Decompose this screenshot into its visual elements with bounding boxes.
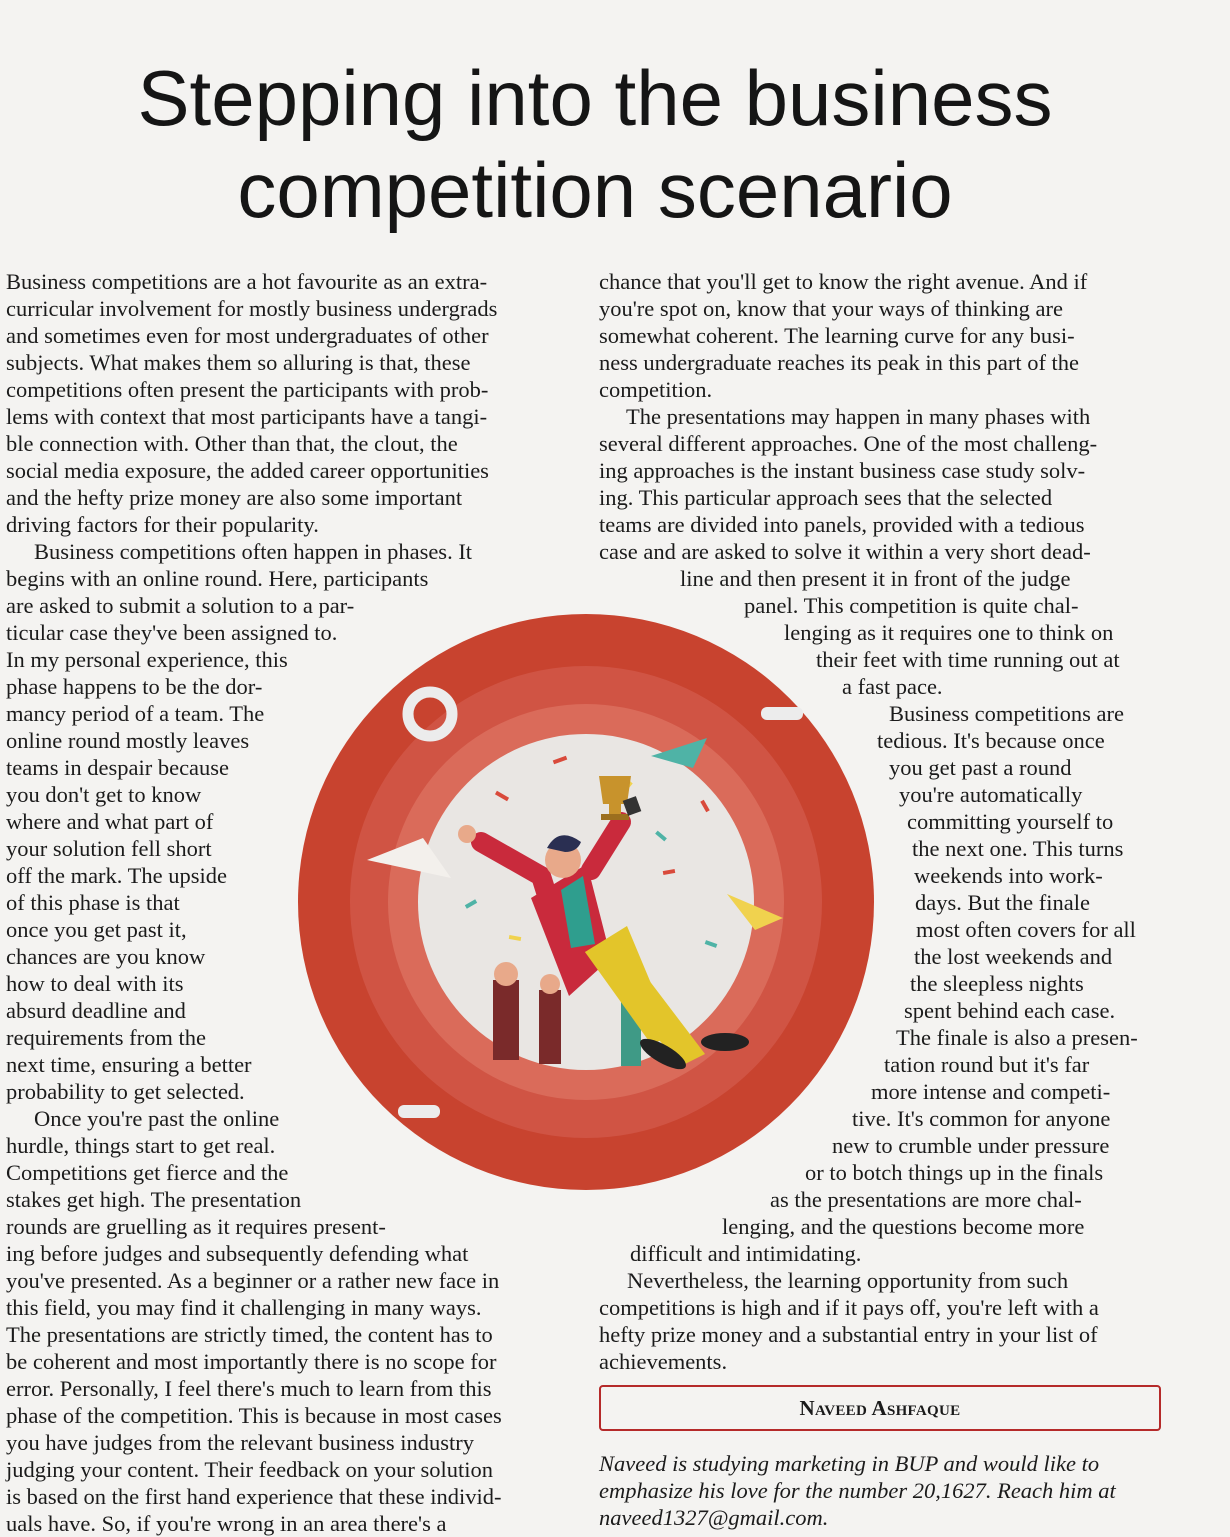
right-column-line: you're automatically xyxy=(899,782,1083,807)
left-column-line: In my personal experience, this xyxy=(6,647,288,672)
left-column-line: ing before judges and subsequently defending what xyxy=(6,1241,469,1266)
left-column-line: off the mark. The upside xyxy=(6,863,227,888)
left-column-line: you don't get to know xyxy=(6,782,202,807)
left-column-line: begins with an online round. Here, participants xyxy=(6,566,429,591)
right-column-line: line and then present it in front of the judge xyxy=(680,566,1071,591)
left-column-line: your solution fell short xyxy=(6,836,212,861)
celebration-illustration xyxy=(295,608,877,1196)
right-column-line: somewhat coherent. The learning curve for any busi- xyxy=(599,323,1075,348)
right-column-line: Nevertheless, the learning opportunity from such xyxy=(627,1268,1069,1293)
left-column-line: next time, ensuring a better xyxy=(6,1052,252,1077)
author-bio-line: naveed1327@gmail.com. xyxy=(599,1505,829,1530)
author-name: Naveed Ashfaque xyxy=(799,1395,961,1420)
left-column-line: of this phase is that xyxy=(6,890,180,915)
left-column-line: lems with context that most participants have a tangi- xyxy=(6,404,488,429)
left-column-line: ble connection with. Other than that, the clout, the xyxy=(6,431,458,456)
dash-right-icon xyxy=(761,707,803,720)
headline-line-1: Stepping into the business xyxy=(137,54,1053,142)
right-column-line: days. But the finale xyxy=(915,890,1090,915)
right-column-line: Business competitions are xyxy=(889,701,1124,726)
left-column-line: hurdle, things start to get real. xyxy=(6,1133,276,1158)
right-column-line: achievements. xyxy=(599,1349,728,1374)
left-column-line: subjects. What makes them so alluring is that, these xyxy=(6,350,471,375)
dash-left-icon xyxy=(398,1105,440,1118)
right-column-line: the next one. This turns xyxy=(912,836,1124,861)
right-column-line: tedious. It's because once xyxy=(877,728,1105,753)
left-column-line: and sometimes even for most undergraduates of other xyxy=(6,323,489,348)
right-column-line: new to crumble under pressure xyxy=(832,1133,1110,1158)
right-column-line: The finale is also a presen- xyxy=(896,1025,1138,1050)
left-column-line: social media exposure, the added career opportunities xyxy=(6,458,489,483)
left-column-line: you have judges from the relevant business industry xyxy=(6,1430,475,1455)
author-bio-line: Naveed is studying marketing in BUP and would like to xyxy=(599,1451,1100,1476)
right-column-line: a fast pace. xyxy=(842,674,943,699)
left-column-line: this field, you may find it challenging in many ways. xyxy=(6,1295,482,1320)
right-column-line: most often covers for all xyxy=(916,917,1136,942)
left-column-line: once you get past it, xyxy=(6,917,187,942)
right-column-line: the lost weekends and xyxy=(914,944,1113,969)
right-column-line: you're spot on, know that your ways of thinking are xyxy=(599,296,1063,321)
left-column-line: competitions often present the participants with prob- xyxy=(6,377,489,402)
right-column-line: teams are divided into panels, provided with a tedious xyxy=(599,512,1085,537)
right-column-line: committing yourself to xyxy=(907,809,1114,834)
left-column-line: driving factors for their popularity. xyxy=(6,512,319,537)
left-column-line: Business competitions often happen in phases. It xyxy=(34,539,473,564)
right-column-line: tive. It's common for anyone xyxy=(852,1106,1111,1131)
right-column-line: ness undergraduate reaches its peak in this part of the xyxy=(599,350,1080,375)
article-headline xyxy=(20,52,1170,236)
left-column-line: teams in despair because xyxy=(6,755,230,780)
right-column-line: lenging as it requires one to think on xyxy=(784,620,1114,645)
right-column-line: tation round but it's far xyxy=(884,1052,1090,1077)
left-column-line: where and what part of xyxy=(6,809,214,834)
left-column-line: phase of the competition. This is because in most cases xyxy=(6,1403,502,1428)
right-column-line: several different approaches. One of the most challeng- xyxy=(599,431,1098,456)
left-column-line: ticular case they've been assigned to. xyxy=(6,620,338,645)
left-column-line: requirements from the xyxy=(6,1025,206,1050)
left-column-line: error. Personally, I feel there's much to learn from this xyxy=(6,1376,492,1401)
left-column-line: is based on the first hand experience that these individ- xyxy=(6,1484,502,1509)
left-column-line: mancy period of a team. The xyxy=(6,701,265,726)
right-column-line: weekends into work- xyxy=(914,863,1103,888)
left-column-line: stakes get high. The presentation xyxy=(6,1187,302,1212)
right-column-line: or to botch things up in the finals xyxy=(805,1160,1104,1185)
right-column-line: lenging, and the questions become more xyxy=(722,1214,1085,1239)
left-column-line: and the hefty prize money are also some important xyxy=(6,485,463,510)
right-column-line: more intense and competi- xyxy=(871,1079,1111,1104)
right-column-line: difficult and intimidating. xyxy=(630,1241,862,1266)
right-column-line: hefty prize money and a substantial entry in your list of xyxy=(599,1322,1098,1347)
left-column-line: Once you're past the online xyxy=(34,1106,280,1131)
left-column-line: be coherent and most importantly there is no scope for xyxy=(6,1349,497,1374)
left-column-line: Competitions get fierce and the xyxy=(6,1160,289,1185)
left-column-line: how to deal with its xyxy=(6,971,184,996)
right-column-line: panel. This competition is quite chal- xyxy=(744,593,1079,618)
left-column-line: probability to get selected. xyxy=(6,1079,245,1104)
right-column-line: chance that you'll get to know the right avenue. And if xyxy=(599,269,1088,294)
left-column-line: are asked to submit a solution to a par- xyxy=(6,593,355,618)
right-column-line: ing. This particular approach sees that the selected xyxy=(599,485,1053,510)
right-column-line: spent behind each case. xyxy=(904,998,1116,1023)
right-column-line: the sleepless nights xyxy=(910,971,1084,996)
headline-line-2: competition scenario xyxy=(237,146,953,234)
left-column-line: phase happens to be the dor- xyxy=(6,674,263,699)
left-column-line: rounds are gruelling as it requires present- xyxy=(6,1214,386,1239)
left-column-line: uals have. So, if you're wrong in an area there's a xyxy=(6,1511,447,1536)
author-bio-line: emphasize his love for the number 20,1627. Reach him at xyxy=(599,1478,1116,1503)
left-column-line: The presentations are strictly timed, the content has to xyxy=(6,1322,493,1347)
left-column-line: judging your content. Their feedback on your solution xyxy=(6,1457,493,1482)
right-column-line: competitions is high and if it pays off, you're left with a xyxy=(599,1295,1099,1320)
right-column-line: competition. xyxy=(599,377,713,402)
left-column-line: absurd deadline and xyxy=(6,998,186,1023)
left-column-line: chances are you know xyxy=(6,944,206,969)
left-column-line: online round mostly leaves xyxy=(6,728,250,753)
left-column-line: Business competitions are a hot favourite as an extra- xyxy=(6,269,488,294)
author-byline-box xyxy=(599,1385,1161,1431)
right-column-line: The presentations may happen in many phases with xyxy=(626,404,1091,429)
left-column-line: you've presented. As a beginner or a rather new face in xyxy=(6,1268,500,1293)
left-column-line: curricular involvement for mostly business undergrads xyxy=(6,296,498,321)
right-column-line: their feet with time running out at xyxy=(816,647,1120,672)
right-column-line: you get past a round xyxy=(889,755,1072,780)
right-column-line: case and are asked to solve it within a very short dead- xyxy=(599,539,1091,564)
right-column-line: ing approaches is the instant business case study solv- xyxy=(599,458,1086,483)
right-column-line: as the presentations are more chal- xyxy=(770,1187,1082,1212)
